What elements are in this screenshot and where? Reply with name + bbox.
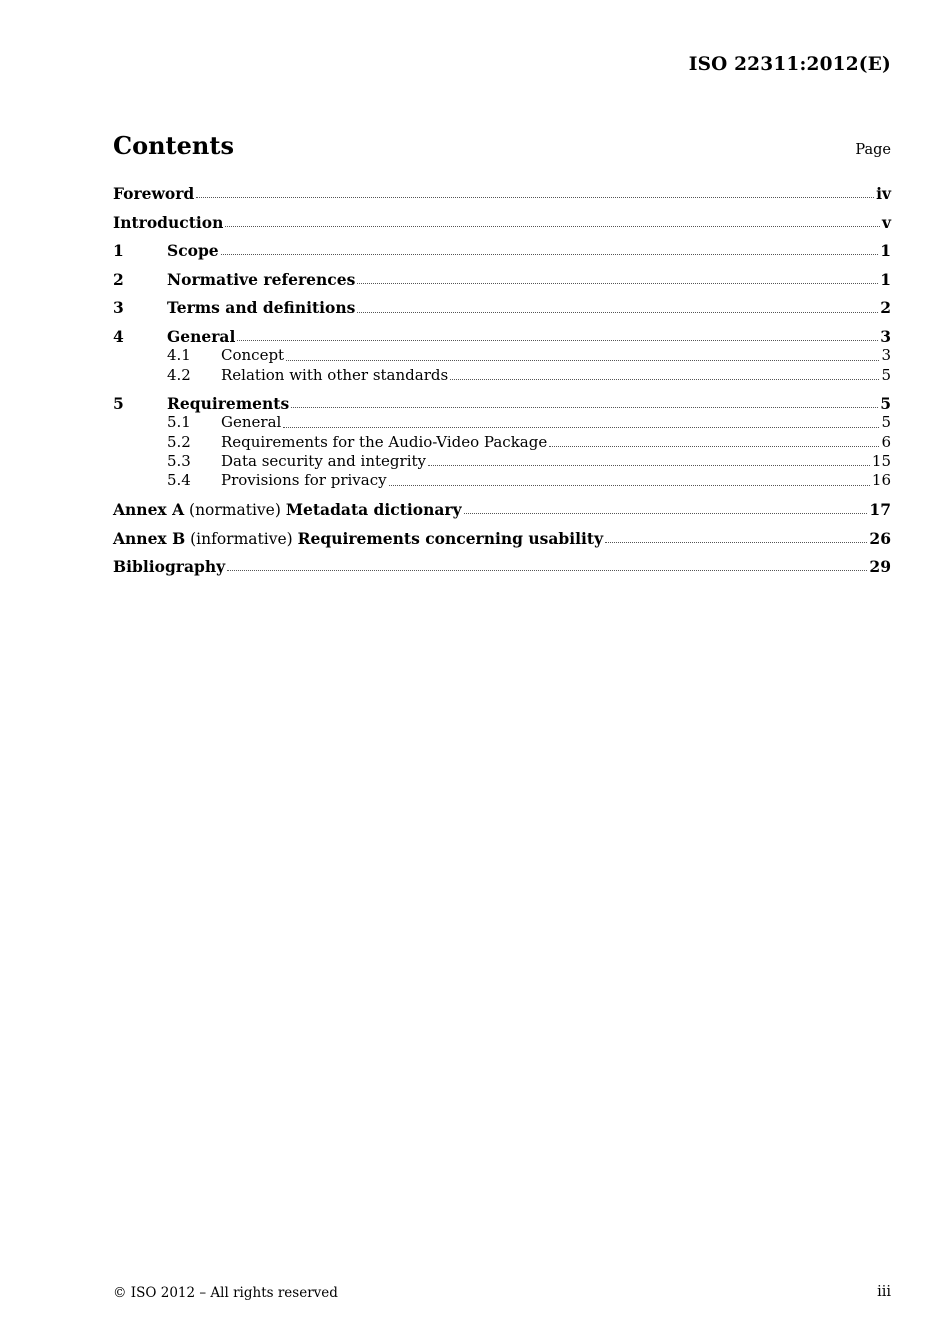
toc-page: 5 — [880, 394, 891, 414]
toc-page: 3 — [881, 346, 891, 365]
page-number: iii — [877, 1284, 891, 1300]
toc-entry-terms[interactable] — [113, 298, 891, 317]
toc-entry-concept[interactable] — [113, 346, 891, 365]
toc-page: iv — [876, 184, 891, 203]
toc-page: 29 — [869, 557, 891, 577]
toc-title: Bibliography — [113, 557, 226, 577]
toc-number: 2 — [113, 269, 124, 289]
toc-page: 1 — [880, 269, 891, 289]
toc-title: Requirements — [167, 394, 290, 414]
toc-entry-bibliography[interactable] — [113, 557, 891, 576]
toc-number: 3 — [113, 298, 124, 318]
dot-leader — [357, 312, 878, 313]
toc-title: General — [221, 413, 282, 432]
toc-annex-kind: (normative) — [189, 500, 281, 519]
dot-leader — [549, 446, 879, 447]
toc-title: Introduction — [113, 212, 224, 232]
toc-entry-requirements[interactable] — [113, 394, 891, 413]
toc-page: 5 — [881, 413, 891, 432]
toc-entry-scope[interactable] — [113, 241, 891, 260]
toc-number: 5.2 — [167, 432, 191, 451]
toc-entry-normative-references[interactable] — [113, 270, 891, 289]
toc-entry-annex-a[interactable] — [113, 500, 891, 519]
toc-title: Requirements for the Audio-Video Package — [221, 432, 548, 451]
toc-annex-label: Annex A — [113, 499, 185, 519]
toc-entry-req-security[interactable] — [113, 452, 891, 471]
dot-leader — [286, 360, 879, 361]
table-of-contents — [113, 184, 891, 576]
toc-title: General — [167, 326, 236, 346]
toc-number: 5.3 — [167, 452, 191, 471]
toc-page: 15 — [871, 452, 891, 471]
dot-leader — [221, 254, 879, 255]
toc-number: 5 — [113, 394, 124, 414]
toc-number: 4.1 — [167, 346, 191, 365]
dot-leader — [227, 570, 867, 571]
page-column-label: Page — [855, 142, 891, 158]
toc-number: 4.2 — [167, 365, 191, 384]
toc-title: Concept — [221, 346, 285, 365]
toc-entry-introduction[interactable] — [113, 213, 891, 232]
toc-title: Normative references — [167, 269, 356, 289]
toc-page: 1 — [880, 241, 891, 261]
dot-leader — [196, 197, 874, 198]
dot-leader — [283, 427, 879, 428]
copyright-notice: © ISO 2012 – All rights reserved — [113, 1285, 338, 1301]
toc-entry-annex-b[interactable] — [113, 529, 891, 548]
toc-entry-req-avp[interactable] — [113, 433, 891, 452]
dot-leader — [237, 340, 878, 341]
toc-page: 16 — [871, 471, 891, 490]
contents-heading: Contents — [113, 131, 234, 160]
toc-title: Requirements concerning usability — [297, 528, 604, 548]
toc-page: 2 — [880, 298, 891, 318]
toc-annex-kind: (informative) — [190, 529, 293, 548]
toc-title: Data security and integrity — [221, 452, 426, 471]
toc-title: Terms and definitions — [167, 298, 356, 318]
dot-leader — [389, 485, 870, 486]
toc-page: 26 — [869, 528, 891, 548]
toc-entry-req-privacy[interactable] — [113, 471, 891, 490]
toc-page: v — [881, 212, 891, 232]
toc-title: Scope — [167, 241, 219, 261]
toc-page: 6 — [881, 432, 891, 451]
toc-entry-foreword[interactable] — [113, 184, 891, 203]
document-reference: ISO 22311:2012(E) — [688, 54, 891, 75]
dot-leader — [428, 465, 870, 466]
toc-title: Metadata dictionary — [285, 499, 462, 519]
dot-leader — [450, 379, 879, 380]
dot-leader — [225, 226, 880, 227]
toc-number: 5.4 — [167, 471, 191, 490]
toc-entry-general[interactable] — [113, 327, 891, 346]
dot-leader — [605, 542, 867, 543]
toc-annex-label: Annex B — [113, 528, 186, 548]
toc-title: Foreword — [113, 184, 195, 203]
toc-entry-req-general[interactable] — [113, 413, 891, 432]
toc-entry-relation[interactable] — [113, 366, 891, 385]
toc-page: 5 — [881, 365, 891, 384]
toc-number: 4 — [113, 326, 124, 346]
toc-page: 3 — [880, 326, 891, 346]
toc-title: Provisions for privacy — [221, 471, 387, 490]
dot-leader — [464, 513, 868, 514]
dot-leader — [291, 407, 878, 408]
toc-number: 1 — [113, 241, 124, 261]
toc-title: Relation with other standards — [221, 365, 449, 384]
toc-page: 17 — [869, 499, 891, 519]
dot-leader — [357, 283, 878, 284]
toc-number: 5.1 — [167, 413, 191, 432]
